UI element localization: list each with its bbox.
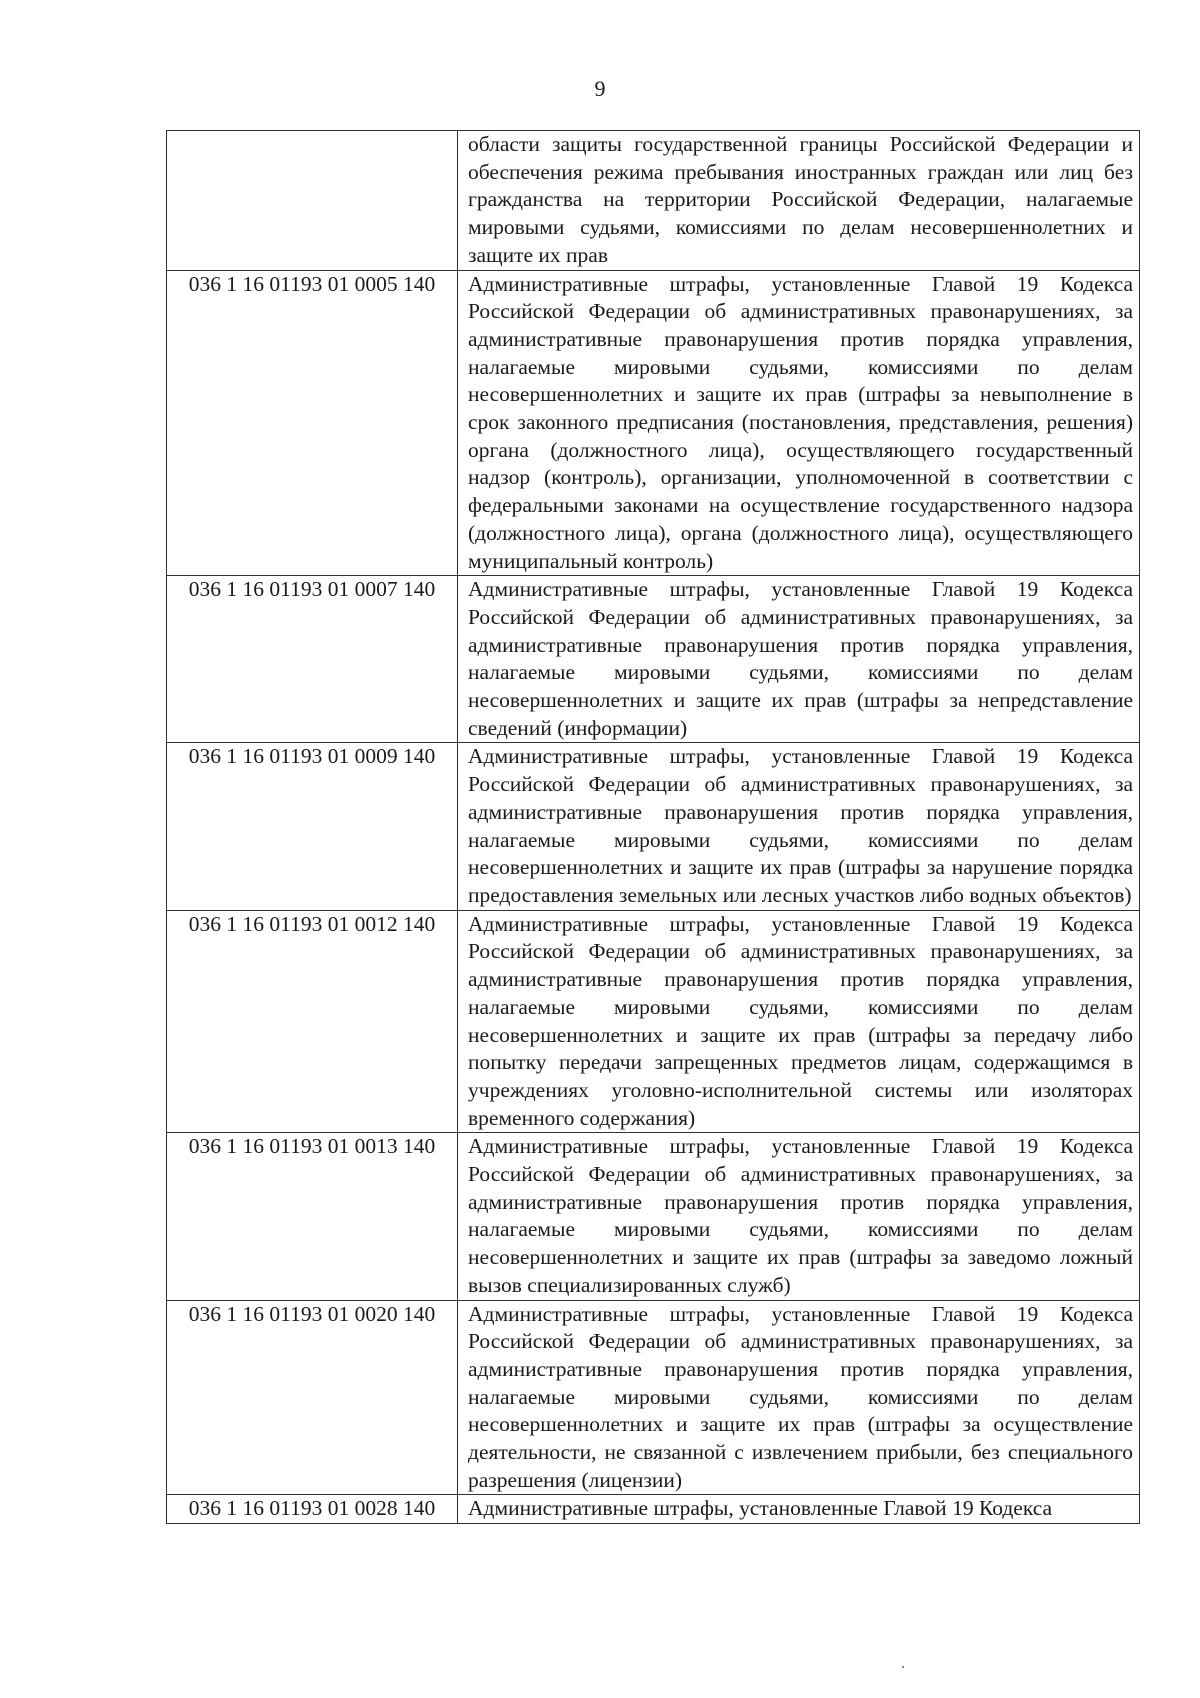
scan-speck	[902, 1666, 904, 1668]
description-cell: Административные штрафы, установленные Главой 19 Кодекса Российской Федерации об административных правонарушениях, за административные правонарушения против порядка управления, налагаемые мировыми судьями, комиссиями по делам несовершеннолетних и защите их прав (штрафы за передачу либо попытку передачи запрещенных предметов лицам, содержащимся в учреждениях уголовно-исполнительной системы или изоляторах временного содержания)	[458, 910, 1140, 1133]
description-cell: Административные штрафы, установленные Главой 19 Кодекса Российской Федерации об административных правонарушениях, за административные правонарушения против порядка управления, налагаемые мировыми судьями, комиссиями по делам несовершеннолетних и защите их прав (штрафы за заведомо ложный вызов специализированных служб)	[458, 1133, 1140, 1300]
code-cell: 036 1 16 01193 01 0009 140	[167, 743, 458, 910]
table-row	[167, 1300, 1140, 1495]
description-cell: области защиты государственной границы Российской Федерации и обеспечения режима пребывания иностранных граждан или лиц без гражданства на территории Российской Федерации, налагаемые мировыми судьями, комиссиями по делам несовершеннолетних и защите их прав	[458, 131, 1140, 271]
table-row	[167, 743, 1140, 910]
table-row	[167, 270, 1140, 576]
description-cell: Административные штрафы, установленные Главой 19 Кодекса Российской Федерации об административных правонарушениях, за административные правонарушения против порядка управления, налагаемые мировыми судьями, комиссиями по делам несовершеннолетних и защите их прав (штрафы за осуществление деятельности, не связанной с извлечением прибыли, без специального разрешения (лицензии)	[458, 1300, 1140, 1495]
code-cell: 036 1 16 01193 01 0013 140	[167, 1133, 458, 1300]
description-cell: Административные штрафы, установленные Главой 19 Кодекса Российской Федерации об административных правонарушениях, за административные правонарушения против порядка управления, налагаемые мировыми судьями, комиссиями по делам несовершеннолетних и защите их прав (штрафы за непредставление сведений (информации)	[458, 576, 1140, 743]
budget-code-table	[166, 130, 1140, 1524]
code-cell	[167, 131, 458, 271]
table-row	[167, 1133, 1140, 1300]
code-cell: 036 1 16 01193 01 0005 140	[167, 270, 458, 576]
table-row	[167, 1495, 1140, 1524]
table-row	[167, 576, 1140, 743]
code-cell: 036 1 16 01193 01 0012 140	[167, 910, 458, 1133]
code-cell: 036 1 16 01193 01 0028 140	[167, 1495, 458, 1524]
code-cell: 036 1 16 01193 01 0007 140	[167, 576, 458, 743]
description-cell: Административные штрафы, установленные Главой 19 Кодекса Российской Федерации об административных правонарушениях, за административные правонарушения против порядка управления, налагаемые мировыми судьями, комиссиями по делам несовершеннолетних и защите их прав (штрафы за невыполнение в срок законного предписания (постановления, представления, решения) органа (должностного лица), осуществляющего государственный надзор (контроль), организации, уполномоченной в соответствии с федеральными законами на осуществление государственного надзора (должностного лица), органа (должностного лица), осуществляющего муниципальный контроль)	[458, 270, 1140, 576]
description-cell: Административные штрафы, установленные Главой 19 Кодекса	[458, 1495, 1140, 1524]
code-cell: 036 1 16 01193 01 0020 140	[167, 1300, 458, 1495]
table-row	[167, 910, 1140, 1133]
table-row	[167, 131, 1140, 271]
description-cell: Административные штрафы, установленные Главой 19 Кодекса Российской Федерации об административных правонарушениях, за административные правонарушения против порядка управления, налагаемые мировыми судьями, комиссиями по делам несовершеннолетних и защите их прав (штрафы за нарушение порядка предоставления земельных или лесных участков либо водных объектов)	[458, 743, 1140, 910]
page-number: 9	[594, 76, 606, 101]
